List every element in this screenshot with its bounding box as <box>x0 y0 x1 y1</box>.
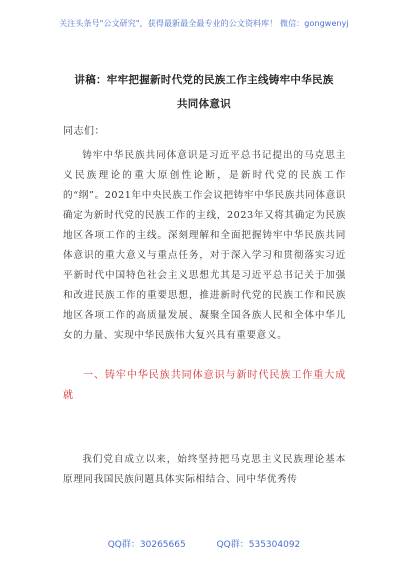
body-paragraph-2: 我们党自成立以来，始终坚持把马克思主义民族理论基本原理同我国民族问题具体实际相结合、同中华优秀传 <box>63 454 346 485</box>
section-heading-1: 一、铸牢中华民族共同体意识与新时代民族工作重大成就 <box>63 370 346 401</box>
header-promo-note: 关注头条号"公文研究"，获得最新最全最专业的公文资料库！ 微信：gongwenyj <box>59 19 349 28</box>
footer-qq-group-2: QQ群：535304092 <box>216 540 301 550</box>
body-paragraph-1: 铸牢中华民族共同体意识是习近平总书记提出的马克思主义民族理论的重大原创性论断，是新时代党的民族工作的“纲”。2021年中央民族工作会议把铸牢中华民族共同体意识确定为新时代党的民族工作的主线，2023年又将其确定为民族地区各项工作的主线。深刻理解和全面把握铸牢中华民族共同体意识的重大意义与重点任务，对于深入学习和贯彻落实习近平新时代中国特色社会主义思想尤其是习近平总书记关于加强和改进民族工作的重要思想，推进新时代党的民族工作和民族地区各项工作的高质量发展、凝聚全国各族人民和全体中华儿女的力量、实现中华民族伟大复兴具有重要意义。 <box>63 150 346 341</box>
footer-qq-group-1: QQ群：30265665 <box>107 540 186 550</box>
footer-contacts <box>0 537 408 550</box>
salutation: 同志们： <box>63 126 105 137</box>
document-title: 讲稿：牢牢把握新时代党的民族工作主线铸牢中华民族共同体意识 <box>74 74 334 110</box>
